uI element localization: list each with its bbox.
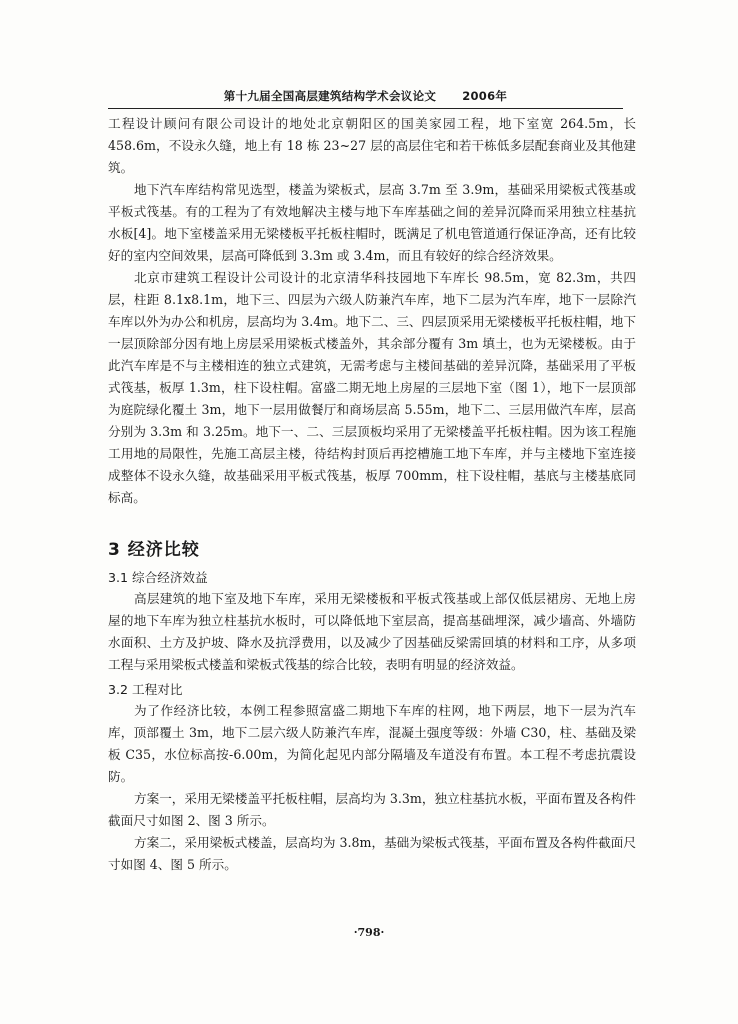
subsection-heading-3-2: 3.2 工程对比 [108, 682, 183, 697]
paragraph-garage-structure: 地下汽车库结构常见选型，楼盖为梁板式，层高 3.7m 至 3.9m，基础采用梁板式筏基或平板式筏基。有的工程为了有效地解决主楼与地下车库基础之间的差异沉降而采用独立柱基抗水板[4]。地下室楼盖采用无梁楼板平托板柱帽时，既满足了机电管道通行保证净高，还有比较好的室内空间效果，层高可降低到 3.3m 或 3.4m，而且有较好的综合经济效果。 [108, 182, 636, 263]
paragraph-economic-benefit: 高层建筑的地下室及地下车库，采用无梁楼板和平板式筏基或上部仅低层裙房、无地上房屋的地下车库为独立柱基抗水板时，可以降低地下室层高，提高基础埋深，减少墙高、外墙防水面积、土方及护坡、降水及抗浮费用，以及减少了因基础反梁需回填的材料和工序，从多项工程与采用梁板式楼盖和梁板式筏基的综合比较，表明有明显的经济效益。 [108, 591, 636, 672]
conference-year: 2006年 [462, 89, 508, 103]
paragraph-beijing-examples: 北京市建筑工程设计公司设计的北京清华科技园地下车库长 98.5m，宽 82.3m，共四层，柱距 8.1x8.1m，地下三、四层为六级人防兼汽车库，地下二层为汽车库，地下一层除汽车库以外为办公和机房，层高均为 3.4m。地下二、三、四层顶采用无梁楼板平托板柱帽，地下一层顶除部分因有地上房层采用梁板式楼盖外，其余部分覆有 3m 填土，也为无梁楼板。由于此汽车库是不与主楼相连的独立式建筑，无需考虑与主楼间基础的差异沉降，基础采用了平板式筏基，板厚 1.3m，柱下设柱帽。富盛二期无地上房屋的三层地下室（图 1），地下一层顶部为庭院绿化覆土 3m，地下一层用做餐厅和商场层高 5.55m，地下二、三层用做汽车库，层高分别为 3.3m 和 3.25m。地下一、二、三层顶板均采用了无梁楼盖平托板柱帽。因为该工程施工用地的局限性，先施工高层主楼，待结构封顶后再挖槽施工地下车库，并与主楼地下室连接成整体不设永久缝，故基础采用平板式筏基，板厚 700mm，柱下设柱帽，基底与主楼基底同标高。 [108, 270, 636, 505]
paragraph-scheme-two: 方案二，采用梁板式楼盖，层高均为 3.8m，基础为梁板式筏基，平面布置及各构件截面尺寸如图 4、图 5 所示。 [108, 835, 636, 872]
page-number: ·798· [353, 926, 385, 939]
page-body [108, 113, 636, 876]
running-header [108, 88, 623, 109]
section-heading: 3 经济比较 [108, 540, 200, 560]
paragraph-comparison-setup: 为了作经济比较，本例工程参照富盛二期地下车库的柱网，地下两层，地下一层为汽车库，顶部覆土 3m，地下二层六级人防兼汽车库，混凝土强度等级：外墙 C30，柱、基础及梁板 C35，水位标高按-6.00m，为简化起见内部分隔墙及车道没有布置。本工程不考虑抗震设防。 [108, 703, 636, 784]
paragraph-intro-continued: 工程设计顾问有限公司设计的地处北京朝阳区的国美家园工程，地下室宽 264.5m，长 458.6m，不设永久缝，地上有 18 栋 23~27 层的高层住宅和若干栋低多层配套商业及其他建筑。 [108, 116, 636, 175]
subsection-heading-3-1: 3.1 综合经济效益 [108, 570, 208, 585]
conference-title: 第十九届全国高层建筑结构学术会议论文 [223, 89, 437, 103]
paragraph-scheme-one: 方案一，采用无梁楼盖平托板柱帽，层高均为 3.3m，独立柱基抗水板，平面布置及各构件截面尺寸如图 2、图 3 所示。 [108, 791, 636, 828]
